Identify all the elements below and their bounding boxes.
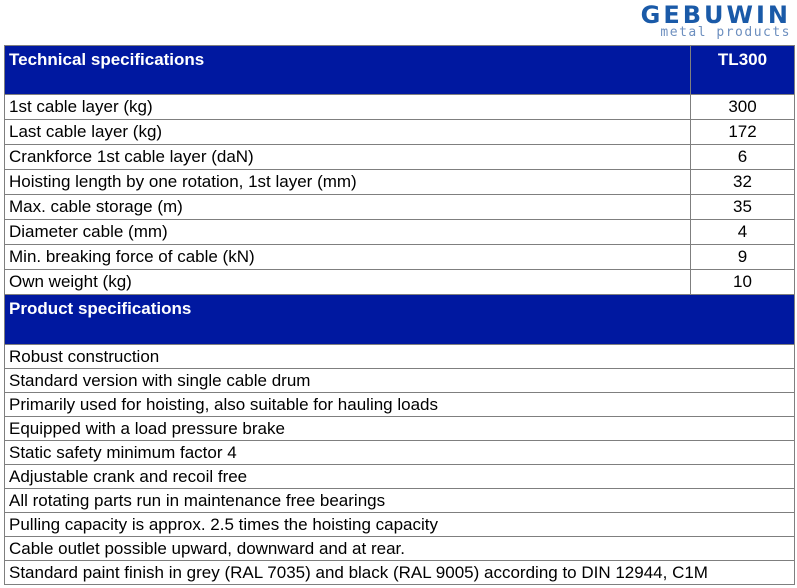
product-specifications-header-row [5, 295, 795, 345]
spec-value: 32 [691, 170, 795, 195]
feature-row [5, 369, 795, 393]
model-heading: TL300 [691, 46, 795, 95]
technical-specifications-header-row [5, 46, 795, 95]
spec-label: Own weight (kg) [5, 270, 691, 295]
feature-text: Standard version with single cable drum [5, 369, 795, 393]
spec-label: Crankforce 1st cable layer (daN) [5, 145, 691, 170]
spec-value: 172 [691, 120, 795, 145]
feature-text: Pulling capacity is approx. 2.5 times the hoisting capacity [5, 513, 795, 537]
spec-row [5, 170, 795, 195]
feature-text: Standard paint finish in grey (RAL 7035) and black (RAL 9005) according to DIN 12944, C1M [5, 561, 795, 585]
product-specifications-heading: Product specifications [5, 295, 795, 345]
brand-logo [591, 2, 791, 40]
spec-row [5, 270, 795, 295]
feature-row [5, 561, 795, 585]
feature-text: Robust construction [5, 345, 795, 369]
feature-text: Static safety minimum factor 4 [5, 441, 795, 465]
feature-row [5, 393, 795, 417]
feature-text: Adjustable crank and recoil free [5, 465, 795, 489]
spec-label: Diameter cable (mm) [5, 220, 691, 245]
feature-text: Primarily used for hoisting, also suitable for hauling loads [5, 393, 795, 417]
feature-row [5, 441, 795, 465]
feature-row [5, 345, 795, 369]
spec-row [5, 220, 795, 245]
spec-row [5, 195, 795, 220]
spec-value: 9 [691, 245, 795, 270]
brand-tagline: metal products [660, 25, 791, 40]
spec-value: 6 [691, 145, 795, 170]
spec-value: 4 [691, 220, 795, 245]
feature-row [5, 417, 795, 441]
spec-value: 10 [691, 270, 795, 295]
spec-label: Last cable layer (kg) [5, 120, 691, 145]
specifications-table [4, 45, 795, 585]
spec-value: 35 [691, 195, 795, 220]
spec-label: Min. breaking force of cable (kN) [5, 245, 691, 270]
brand-name: GEBUWIN [640, 1, 791, 29]
spec-row [5, 145, 795, 170]
feature-row [5, 489, 795, 513]
feature-text: Equipped with a load pressure brake [5, 417, 795, 441]
spec-row [5, 95, 795, 120]
technical-specifications-heading: Technical specifications [5, 46, 691, 95]
spec-label: 1st cable layer (kg) [5, 95, 691, 120]
feature-text: All rotating parts run in maintenance free bearings [5, 489, 795, 513]
feature-row [5, 513, 795, 537]
feature-row [5, 465, 795, 489]
feature-text: Cable outlet possible upward, downward and at rear. [5, 537, 795, 561]
spec-label: Max. cable storage (m) [5, 195, 691, 220]
spec-row [5, 245, 795, 270]
spec-row [5, 120, 795, 145]
feature-row [5, 537, 795, 561]
spec-value: 300 [691, 95, 795, 120]
spec-label: Hoisting length by one rotation, 1st layer (mm) [5, 170, 691, 195]
